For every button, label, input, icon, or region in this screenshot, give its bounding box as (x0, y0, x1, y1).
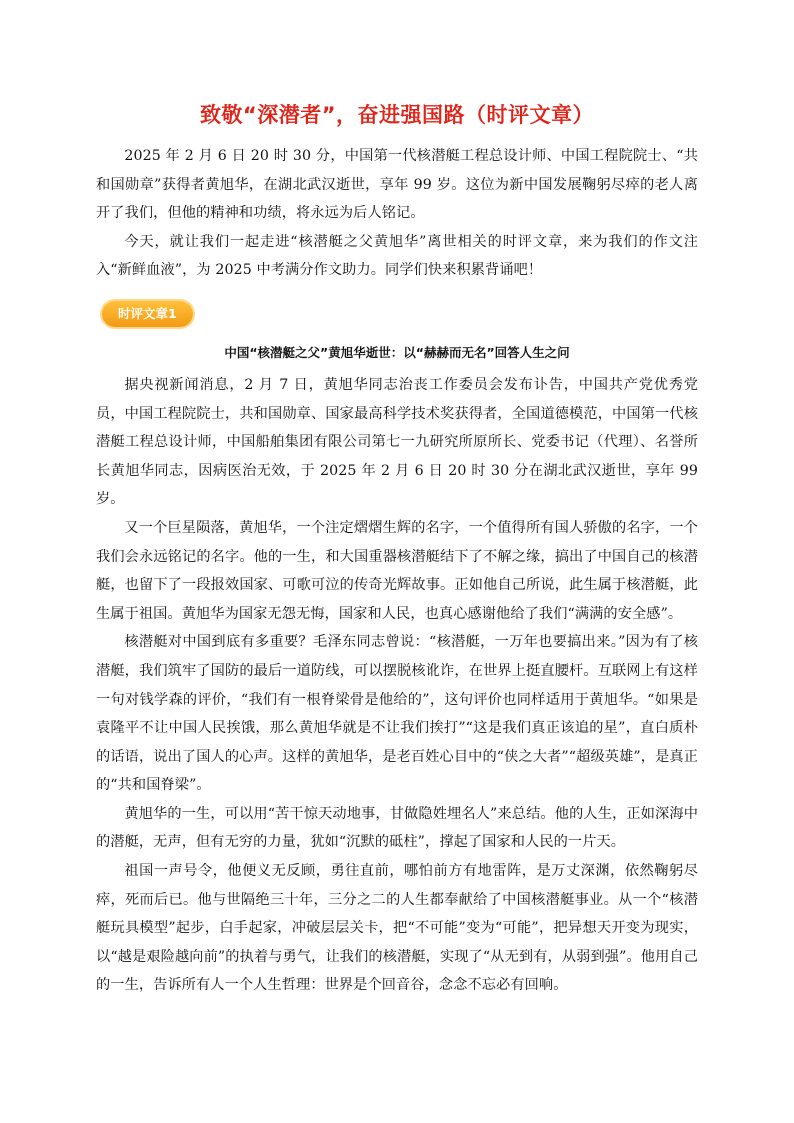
article-paragraph-1: 据央视新闻消息，2 月 7 日，黄旭华同志治丧工作委员会发布讣告，中国共产党优秀党员，中国工程院院士，共和国勋章、国家最高科学技术奖获得者，全国道德模范，中国第一代核潜艇工程总设计师，中国船舶集团有限公司第七一九研究所原所长、党委书记（代理）、名誉所长黄旭华同志，因病医治无效，于 2025 年 2 月 6 日 20 时 30 分在湖北武汉逝世，享年 99 岁。 (96, 376, 698, 508)
article-paragraph-3: 核潜艇对中国到底有多重要？毛泽东同志曾说：“核潜艇，一万年也要搞出来。”因为有了核潜艇，我们筑牢了国防的最后一道防线，可以摆脱核讹诈，在世界上挺直腰杆。互联网上有这样一句对钱学森的评价，“我们有一根脊梁骨是他给的”，这句评价也同样适用于黄旭华。“如果是袁隆平不让中国人民挨饿，那么黄旭华就是不让我们挨打”“这是我们真正该追的星”，直白质朴的话语，说出了国人的心声。这样的黄旭华，是老百姓心目中的“侠之大者”“超级英雄”，是真正的“共和国脊梁”。 (96, 634, 698, 794)
article-paragraph-5: 祖国一声号令，他便义无反顾，勇往直前，哪怕前方有地雷阵，是万丈深渊，依然鞠躬尽瘁，死而后已。他与世隔绝三十年，三分之二的人生都奉献给了中国核潜艇事业。从一个“核潜艇玩具模型”起步，白手起家，冲破层层关卡，把“不可能”变为“可能”，把异想天开变为现实，以“越是艰险越向前”的执着与勇气，让我们的核潜艇，实现了“从无到有，从弱到强”。他用自己的一生，告诉所有人一个人生哲理：世界是个回音谷，念念不忘必有回响。 (96, 863, 698, 994)
intro-paragraph-2: 今天，就让我们一起走进“核潜艇之父黄旭华”离世相关的时评文章，来为我们的作文注入“新鲜血液”，为 2025 中考满分作文助力。同学们快来积累背诵吧！ (96, 233, 698, 279)
section-tag: 时评文章1 (102, 301, 193, 327)
page-title: 致敬“深潜者”，奋进强国路（时评文章） (199, 103, 595, 127)
article-subtitle: 中国“核潜艇之父”黄旭华逝世：以“赫赫而无名”回答人生之问 (224, 344, 570, 360)
article-paragraph-2: 又一个巨星陨落，黄旭华，一个注定熠熠生辉的名字，一个值得所有国人骄傲的名字，一个我们会永远铭记的名字。他的一生，和大国重器核潜艇结下了不解之缘，搞出了中国自己的核潜艇，也留下了一段报效国家、可歌可泣的传奇光辉故事。正如他自己所说，此生属于核潜艇，此生属于祖国。黄旭华为国家无怨无悔，国家和人民，也真心感谢他给了我们“满满的安全感”。 (96, 519, 698, 622)
intro-paragraph-1: 2025 年 2 月 6 日 20 时 30 分，中国第一代核潜艇工程总设计师、中国工程院院士、“共和国勋章”获得者黄旭华，在湖北武汉逝世，享年 99 岁。这位为新中国发展鞠躬尽瘁的老人离开了我们，但他的精神和功绩，将永远为后人铭记。 (96, 148, 698, 222)
article-paragraph-4: 黄旭华的一生，可以用“苦干惊天动地事，甘做隐姓埋名人”来总结。他的人生，正如深海中的潜艇，无声，但有无穷的力量，犹如“沉默的砥柱”，撑起了国家和人民的一片天。 (96, 805, 698, 851)
